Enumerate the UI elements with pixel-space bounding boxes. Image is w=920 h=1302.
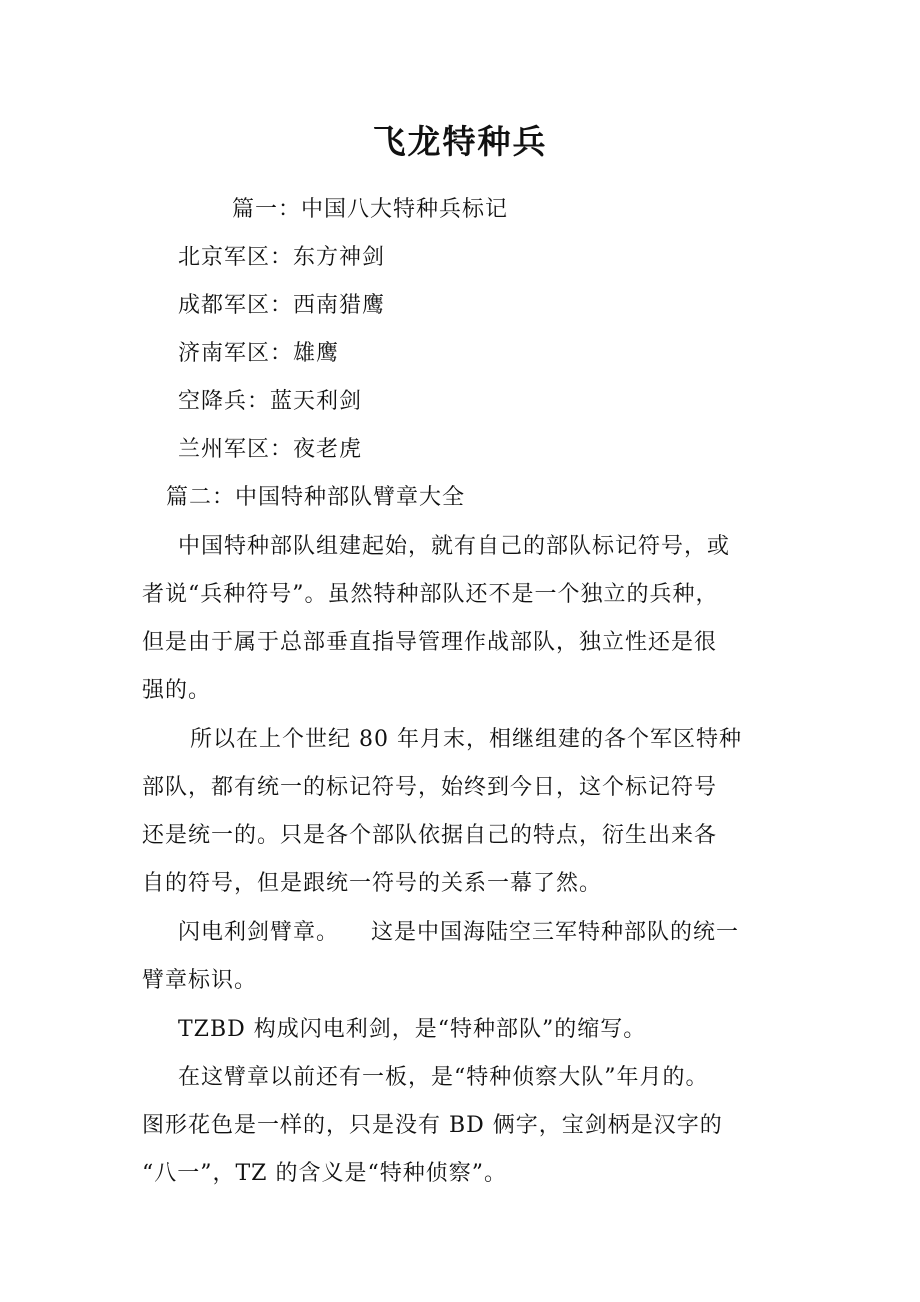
- paragraph-line: 部队，都有统一的标记符号，始终到今日，这个标记符号: [142, 775, 718, 800]
- paragraph-line: 在这臂章以前还有一板，是“特种侦察大队”年月的。: [178, 1065, 709, 1090]
- list-item: 北京军区：东方神剑: [178, 245, 386, 270]
- list-item: 成都军区：西南猎鹰: [178, 293, 386, 318]
- paragraph-line: 自的符号，但是跟统一符号的关系一幕了然。: [142, 871, 603, 896]
- paragraph-line: 强的。: [142, 678, 212, 703]
- list-item: 空降兵：蓝天利剑: [178, 389, 363, 414]
- list-item: 兰州军区：夜老虎: [178, 437, 363, 462]
- paragraph-line: “八一”，TZ 的含义是“特种侦察”。: [142, 1161, 507, 1186]
- paragraph-line: 所以在上个世纪 80 年月末，相继组建的各个军区特种: [190, 727, 742, 752]
- paragraph-line: TZBD 构成闪电利剑，是“特种部队”的缩写。: [178, 1017, 647, 1042]
- section2-heading: 篇二：中国特种部队臂章大全: [166, 485, 466, 510]
- paragraph-line: 但是由于属于总部垂直指导管理作战部队，独立性还是很: [142, 630, 718, 655]
- paragraph-line: 还是统一的。只是各个部队依据自己的特点，衍生出来各: [142, 823, 718, 848]
- paragraph-line: 闪电利剑臂章。 这是中国海陆空三军特种部队的统一: [178, 920, 739, 945]
- paragraph-line: 臂章标识。: [142, 968, 258, 993]
- document-title: 飞龙特种兵: [372, 122, 548, 161]
- section1-heading: 篇一：中国八大特种兵标记: [232, 197, 509, 222]
- list-item: 济南军区：雄鹰: [178, 341, 340, 366]
- paragraph-line: 中国特种部队组建起始，就有自己的部队标记符号，或: [178, 534, 731, 559]
- paragraph-line: 图形花色是一样的，只是没有 BD 俩字，宝剑柄是汉字的: [142, 1113, 723, 1138]
- paragraph-line: 者说“兵种符号”。虽然特种部队还不是一个独立的兵种，: [142, 582, 719, 607]
